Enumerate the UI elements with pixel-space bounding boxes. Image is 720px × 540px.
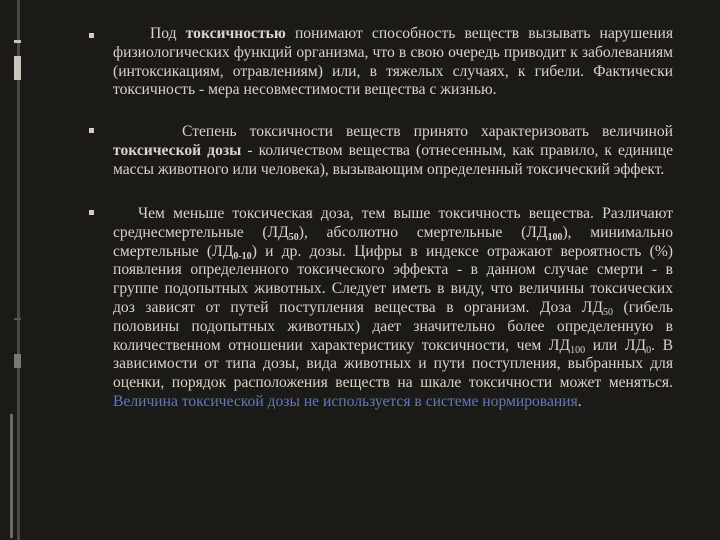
accent-text: Величина токсической дозы не используется в системе нормирования (113, 392, 578, 410)
paragraph-toxic-dose (113, 123, 673, 179)
term-toxicity: токсичностью (185, 25, 286, 42)
text-run: Чем меньше токсическая доза, тем выше токсичность вещества. Различают среднесмертельные (ЛД (113, 205, 673, 241)
paragraph-dose-types (113, 205, 673, 412)
subscript: 50 (603, 306, 614, 318)
subscript: 0 (646, 344, 652, 356)
term-toxic-dose: токсической дозы (113, 141, 242, 159)
bullet-square-icon (89, 128, 94, 133)
text-run: ), абсолютно смертельные (ЛД (298, 223, 548, 241)
decor-mark (14, 318, 21, 320)
subscript: 100 (570, 344, 586, 356)
decor-mark (14, 354, 21, 368)
paragraph-toxicity-definition (113, 25, 673, 100)
subscript: 100 (547, 231, 563, 243)
decor-mark (10, 414, 13, 538)
text-run: ), минимально смертельные (ЛД (113, 223, 673, 260)
subscript: 50 (288, 231, 299, 243)
bullet-square-icon (89, 210, 94, 215)
text-run: (гибель половины подопытных животных) дает значительно более определенную в количественном отношении характеристику токсичности, чем ЛД (113, 298, 673, 354)
text-run: понимают способность веществ вызывать нарушения физиологических функций организма, что в свою очередь приводит к заболеваниям (интоксикациям, отравлениям) или, в тяжелых случаях, к гибели. Фактически токсичность - мера несовместимости вещества с жизнью. (113, 25, 673, 99)
text-run: Под (150, 25, 186, 42)
text-run: - количеством вещества (отнесенным, как правило, к единице массы животного или человека), вызывающим определенный токсический эффект. (113, 141, 673, 178)
text-run: . В зависимости от типа дозы, вида животных и пути поступления, выбранных для оценки, порядок расположения веществ на шкале токсичности может меняться. (113, 336, 674, 392)
decor-mark (14, 40, 21, 43)
text-run: или ЛД (585, 336, 647, 354)
decor-mark (14, 56, 21, 80)
bullet-square-icon (89, 33, 94, 38)
text-run: . (577, 392, 582, 410)
left-decor-bar (17, 0, 20, 540)
text-run: Степень токсичности веществ принято характеризовать величиной (182, 123, 673, 140)
text-run: ) и др. дозы. Цифры в индексе отражают вероятность (%) появления определенного токсического эффекта - в данном случае смерти - в группе подопытных животных. Следует иметь в виду, что величины токсических доз зависят от путей поступления вещества в организм. Доза ЛД (113, 242, 673, 316)
subscript: 0-10 (233, 250, 252, 262)
